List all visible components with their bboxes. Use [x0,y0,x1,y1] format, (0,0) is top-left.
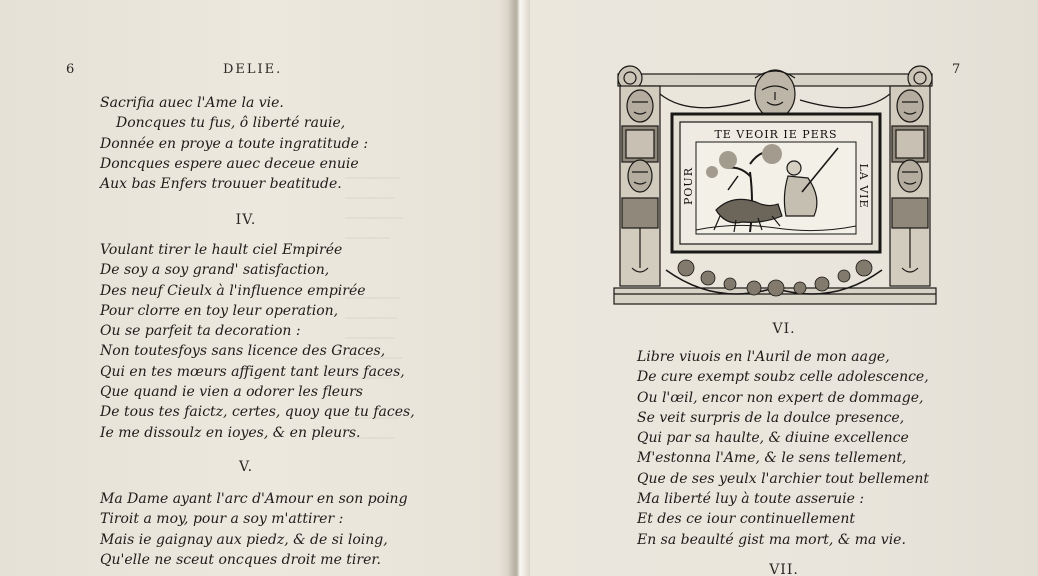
verse-line: Qui en tes mœurs affigent tant leurs faces, [100,363,405,380]
verse-line: Non toutesfoys sans licence des Graces, [100,343,386,360]
emblem-motto-right: LA VIE [857,163,870,209]
dizain-numeral: VII. [769,562,799,576]
verse-line: Qui par sa haulte, & diuine excellence [637,430,909,447]
stanza-iv [100,240,415,443]
verse-line: Ie me dissoulz en ioyes, & en pleurs. [100,424,361,441]
stanza-continuation [100,93,368,194]
verse-line: De cure exempt soubz celle adolescence, [637,369,929,386]
page-number: 6 [66,62,75,77]
verse-line: Que quand ie vien a odorer les fleurs [100,384,363,401]
verse-line: Pour clorre en toy leur operation, [100,302,339,319]
verse-line: Ma Dame ayant l'arc d'Amour en son poing [100,491,408,507]
verse-line: De tous tes faictz, certes, quoy que tu faces, [100,404,415,421]
running-head: DELIE. [223,62,283,77]
verse-line: Voulant tirer le hault ciel Empirée [100,242,343,258]
verse-line: En sa beaulté gist ma mort, & ma vie. [637,531,906,548]
dizain-numeral: V. [238,459,254,475]
verse-line: Tiroit a moy, pour a soy m'attirer : [100,511,344,528]
verse-line: Aux bas Enfers trouuer beatitude. [100,176,342,193]
emblem-woodcut [612,64,938,308]
stanza-vi [637,347,929,550]
verse-line: Ou se parfeit ta decoration : [100,323,301,340]
emblem-motto-top: TE VEOIR IE PERS [714,128,838,141]
verse-line: Se veit surpris de la doulce presence, [637,409,905,426]
dizain-numeral: VI. [772,321,796,337]
verse-line: Donnée en proye a toute ingratitude : [100,135,369,152]
stanza-v [100,489,408,570]
verse-line: Et des ce iour continuellement [637,511,855,528]
left-page [0,0,515,576]
verse-line: Doncques espere auec deceue enuie [100,155,359,172]
verse-line: Ou l'œil, encor non expert de dommage, [637,389,924,406]
verse-line: Sacrifia auec l'Ame la vie. [100,95,284,111]
verse-line: Doncques tu fus, ô liberté rauie, [116,115,346,132]
page-number: 7 [952,62,961,77]
verse-line: Ma liberté luy à toute asseruie : [637,491,865,508]
verse-line: M'estonna l'Ame, & le sens tellement, [637,450,907,467]
verse-line: Libre viuois en l'Auril de mon aage, [637,349,890,365]
emblem-motto-left: POUR [682,167,695,205]
verse-line: Qu'elle ne sceut oncques droit me tirer. [100,551,381,568]
verse-line: Que de ses yeulx l'archier tout bellement [637,470,930,487]
verse-line: De soy a soy grand' satisfaction, [100,262,330,279]
dizain-numeral: IV. [235,212,257,228]
verse-line: Des neuf Cieulx à l'influence empirée [100,282,366,299]
verse-line: Mais ie gaignay aux piedz, & de si loing, [100,531,388,548]
